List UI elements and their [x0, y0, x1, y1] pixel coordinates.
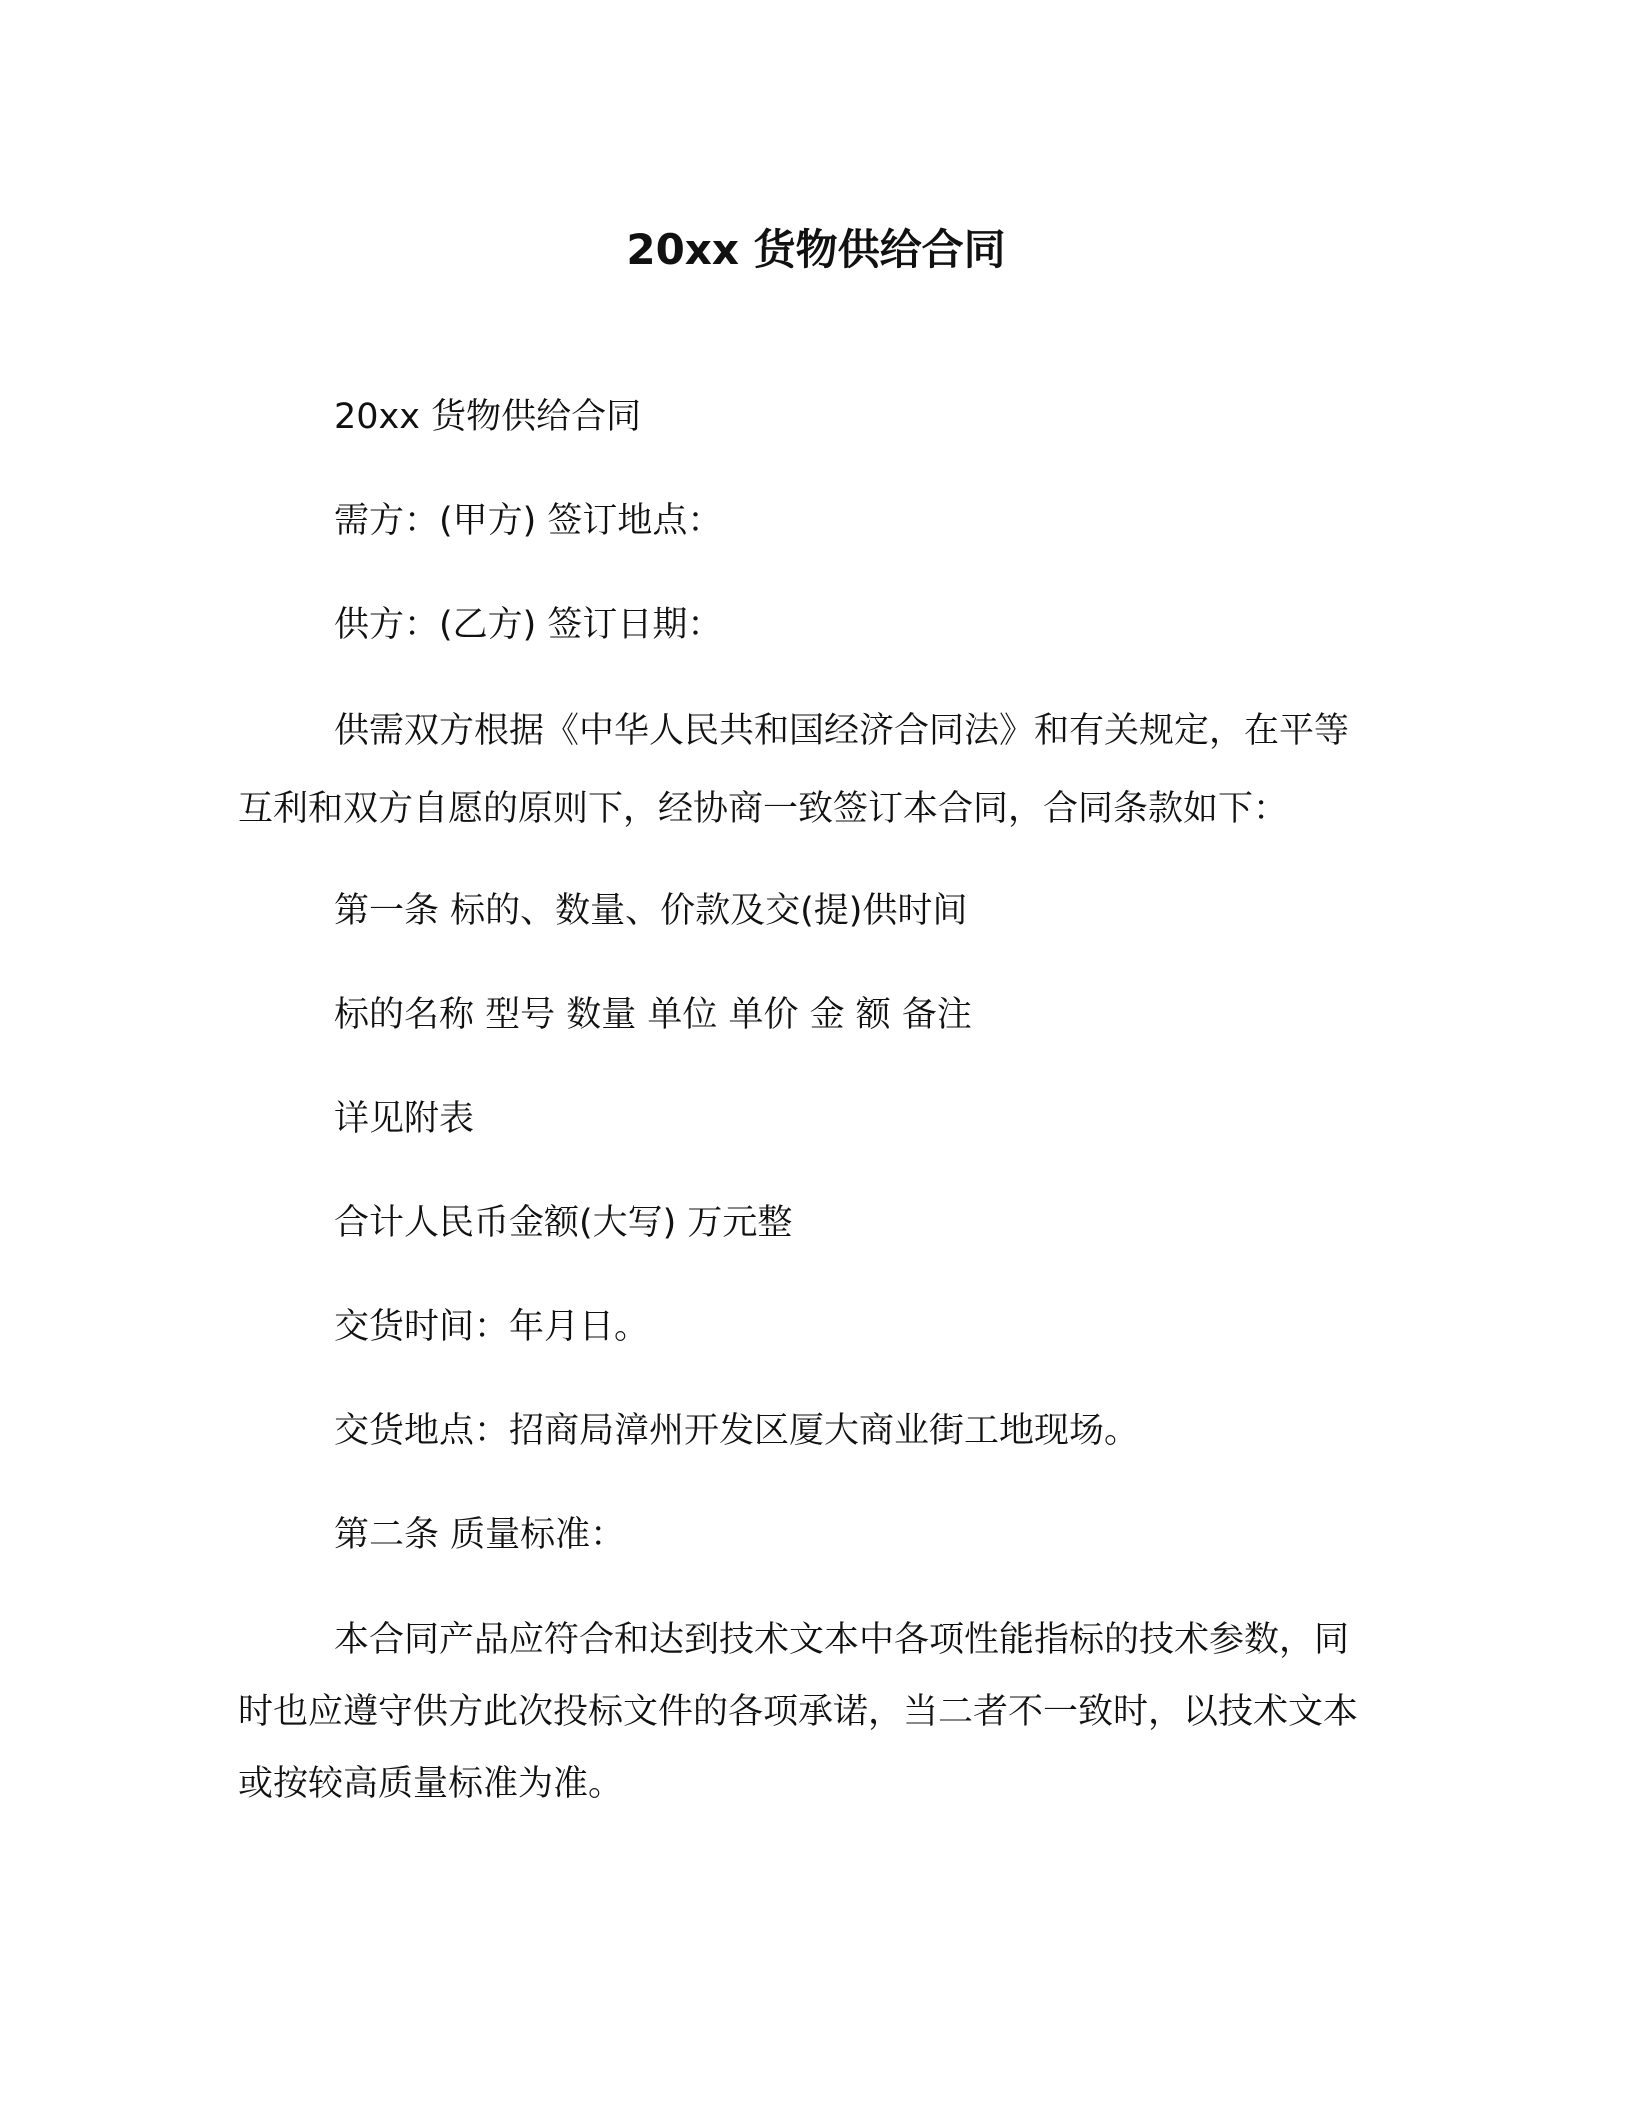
contract-subtitle: 20xx 货物供给合同	[334, 397, 642, 437]
supplier-line: 供方：(乙方) 签订日期：	[334, 605, 723, 645]
see-attachment-line: 详见附表	[334, 1099, 475, 1139]
article-one-heading: 第一条 标的、数量、价款及交(提)供时间	[334, 891, 968, 931]
delivery-time-line: 交货时间：年月日。	[334, 1307, 650, 1347]
total-amount-line: 合计人民币金额(大写) 万元整	[334, 1203, 793, 1243]
delivery-location-line: 交货地点：招商局漳州开发区厦大商业街工地现场。	[334, 1411, 1140, 1451]
article-two-heading: 第二条 质量标准：	[334, 1515, 626, 1555]
document-body	[238, 390, 1378, 1870]
buyer-line: 需方：(甲方) 签订地点：	[334, 501, 723, 541]
quality-standard-paragraph: 本合同产品应符合和达到技术文本中各项性能指标的技术参数，同时也应遵守供方此次投标文件的各项承诺，当二者不一致时，以技术文本或按较高质量标准为准。	[238, 1620, 1359, 1804]
preamble-paragraph: 供需双方根据《中华人民共和国经济合同法》和有关规定，在平等互利和双方自愿的原则下，经协商一致签订本合同，合同条款如下：	[238, 711, 1350, 829]
item-columns-line: 标的名称 型号 数量 单位 单价 金 额 备注	[334, 995, 972, 1035]
document-title: 20xx 货物供给合同	[626, 225, 1006, 274]
